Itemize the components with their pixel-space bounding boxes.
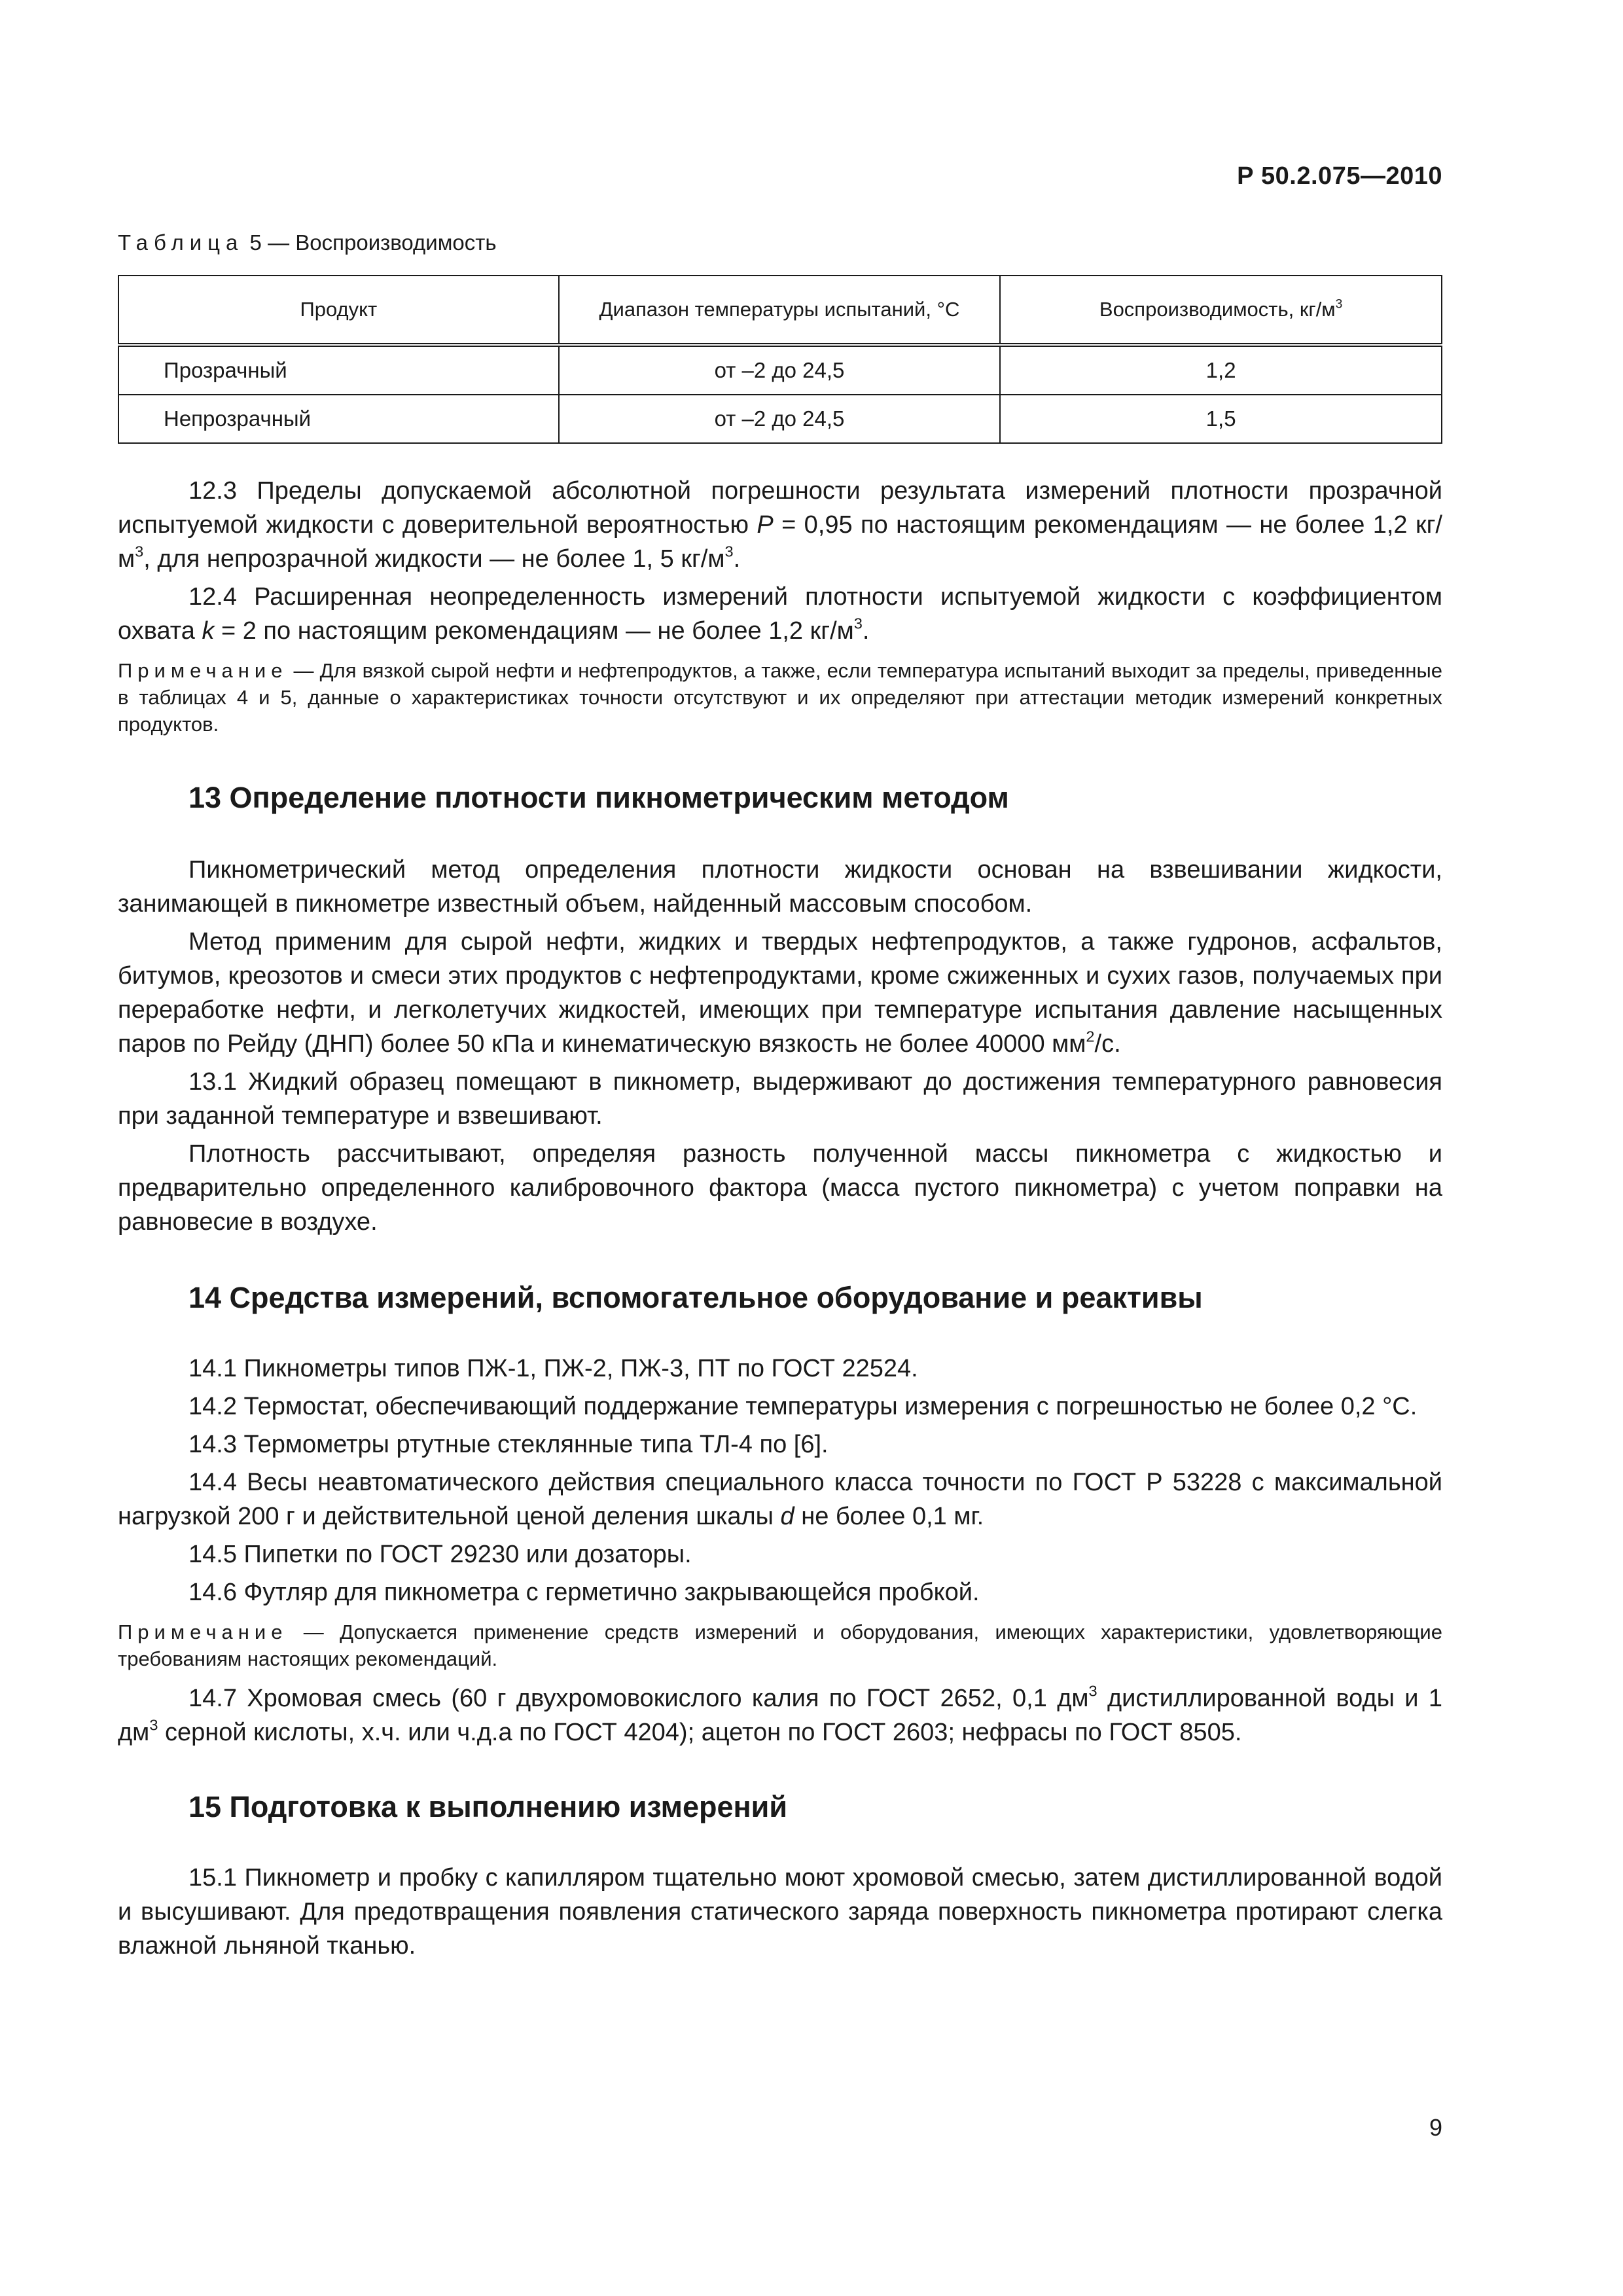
paragraph-12-3	[118, 474, 1442, 576]
table-caption-title: 5 — Воспроизводимость	[243, 230, 497, 255]
header-reproducibility	[1000, 276, 1442, 345]
paragraph-14-1: 14.1 Пикнометры типов ПЖ-1, ПЖ-2, ПЖ-3, ПТ по ГОСТ 22524.	[188, 1355, 918, 1382]
body-text	[118, 474, 1442, 1967]
text-fragment: Метод применим для сырой нефти, жидких и твердых нефтепродуктов, а также гудронов, асфальтов, битумов, креозотов и смеси этих продуктов с нефтепродуктами, кроме сжиженных и сухих газов, получаемых при переработке нефти, и легколетучих жидкостей, имеющих при температуре испытания давление насыщенных паров по Рейду (ДНП) более 50 кПа и кинематическую вязкость не более 40000 мм	[118, 928, 1442, 1058]
text-fragment: = 0,95 по настоящим рекомендациям — не более 1,2 кг/м	[118, 511, 1442, 573]
cell-reproducibility: 1,2	[1000, 345, 1442, 395]
text-fragment: серной кислоты, х.ч. или ч.д.а по ГОСТ 4204); ацетон по ГОСТ 2603; нефрасы по ГОСТ 8505.	[158, 1719, 1242, 1746]
cell-range: от –2 до 24,5	[559, 395, 1001, 443]
section-heading-13: 13 Определение плотности пикнометрическим методом	[188, 781, 1009, 814]
text-fragment: 12.3 Пределы допускаемой абсолютной погрешности результата измерений плотности прозрачной испытуемой жидкости с доверительной вероятностью	[118, 477, 1442, 539]
text-fragment: .	[733, 545, 741, 573]
text-fragment: .	[862, 617, 870, 645]
table-header-row	[118, 276, 1442, 345]
variable-k: k	[202, 617, 215, 645]
text-fragment: дистиллированной воды и 1 дм	[118, 1685, 1443, 1746]
document-page	[118, 0, 1442, 2296]
text-fragment: 14.7 Хромовая смесь (60 г двухромовокислого калия по ГОСТ 2652, 0,1 дм	[188, 1685, 1089, 1712]
paragraph-13-scope	[118, 925, 1442, 1061]
text-fragment: 12.4 Расширенная неопределенность измерений плотности испытуемой жидкости с коэффициентом охвата	[118, 583, 1442, 645]
table-row	[118, 395, 1442, 443]
superscript: 3	[149, 1716, 158, 1734]
section-heading-14: 14 Средства измерений, вспомогательное оборудование и реактивы	[188, 1281, 1203, 1314]
paragraph-13-1: 13.1 Жидкий образец помещают в пикнометр, выдерживают до достижения температурного равновесия при заданной температуре и взвешивают.	[118, 1068, 1442, 1130]
header-reproducibility-text: Воспроизводимость, кг/м	[1099, 298, 1336, 321]
variable-p: Р	[757, 511, 774, 539]
cell-reproducibility: 1,5	[1000, 395, 1442, 443]
paragraph-14-6: 14.6 Футляр для пикнометра с герметично закрывающейся пробкой.	[188, 1579, 980, 1606]
note-section-14	[118, 1619, 1442, 1672]
paragraph-14-2: 14.2 Термостат, обеспечивающий поддержание температуры измерения с погрешностью не более 0,2 °С.	[188, 1393, 1418, 1420]
superscript: 3	[1088, 1682, 1097, 1700]
paragraph-13-density: Плотность рассчитывают, определяя разность полученной массы пикнометра с жидкостью и предварительно определенного калибровочного фактора (масса пустого пикнометра) с учетом поправки на равновесие в воздухе.	[118, 1140, 1442, 1236]
text-fragment: не более 0,1 мг.	[794, 1503, 984, 1530]
paragraph-12-4	[118, 580, 1442, 648]
paragraph-14-3: 14.3 Термометры ртутные стеклянные типа ТЛ-4 по [6].	[188, 1431, 829, 1458]
document-number: Р 50.2.075—2010	[1237, 162, 1442, 190]
cell-product: Прозрачный	[118, 345, 559, 395]
variable-d: d	[780, 1503, 794, 1530]
page-number: 9	[1429, 2114, 1442, 2141]
paragraph-14-5: 14.5 Пипетки по ГОСТ 29230 или дозаторы.	[188, 1541, 692, 1568]
paragraph-14-7	[118, 1681, 1442, 1749]
paragraph-14-4	[118, 1465, 1442, 1534]
paragraph-13-intro: Пикнометрический метод определения плотности жидкости основан на взвешивании жидкости, занимающей в пикнометре известный объем, найденный массовым способом.	[118, 856, 1442, 918]
reproducibility-table	[118, 275, 1442, 444]
text-fragment: /с.	[1094, 1030, 1121, 1058]
table-row	[118, 345, 1442, 395]
section-heading-15: 15 Подготовка к выполнению измерений	[188, 1790, 788, 1823]
text-fragment: 14.4 Весы неавтоматического действия специального класса точности по ГОСТ Р 53228 с максимальной нагрузкой 200 г и действительной ценой деления шкалы	[118, 1469, 1442, 1530]
header-product: Продукт	[118, 276, 559, 345]
paragraph-15-1: 15.1 Пикнометр и пробку с капилляром тщательно моют хромовой смесью, затем дистиллированной водой и высушивают. Для предотвращения появления статического заряда поверхность пикнометра протирают слегка влажной льняной тканью.	[118, 1864, 1442, 1960]
text-fragment: = 2 по настоящим рекомендациям — не более 1,2 кг/м	[214, 617, 854, 645]
note-label: Примечание	[118, 659, 288, 682]
cell-range: от –2 до 24,5	[559, 345, 1001, 395]
superscript: 3	[853, 615, 863, 632]
header-reproducibility-sup: 3	[1335, 297, 1343, 312]
note-text: — Для вязкой сырой нефти и нефтепродуктов, а также, если температура испытаний выходит за пределы, приведенные в таблицах 4 и 5, данные о характеристиках точности отсутствуют и их определяют при аттестации методик измерений конкретных продуктов.	[118, 659, 1442, 736]
note-text: — Допускается применение средств измерений и оборудования, имеющих характеристики, удовлетворяющие требованиям настоящих рекомендаций.	[118, 1621, 1442, 1670]
note-label: Примечание	[118, 1621, 288, 1643]
cell-product: Непрозрачный	[118, 395, 559, 443]
table-caption-label: Таблица	[118, 230, 244, 255]
note-section-12	[118, 657, 1442, 738]
text-fragment: , для непрозрачной жидкости — не более 1, 5 кг/м	[143, 545, 725, 573]
table-caption	[118, 230, 497, 255]
superscript: 3	[724, 543, 734, 560]
superscript: 2	[1086, 1028, 1095, 1045]
superscript: 3	[135, 543, 144, 560]
header-temperature-range: Диапазон температуры испытаний, °С	[559, 276, 1001, 345]
